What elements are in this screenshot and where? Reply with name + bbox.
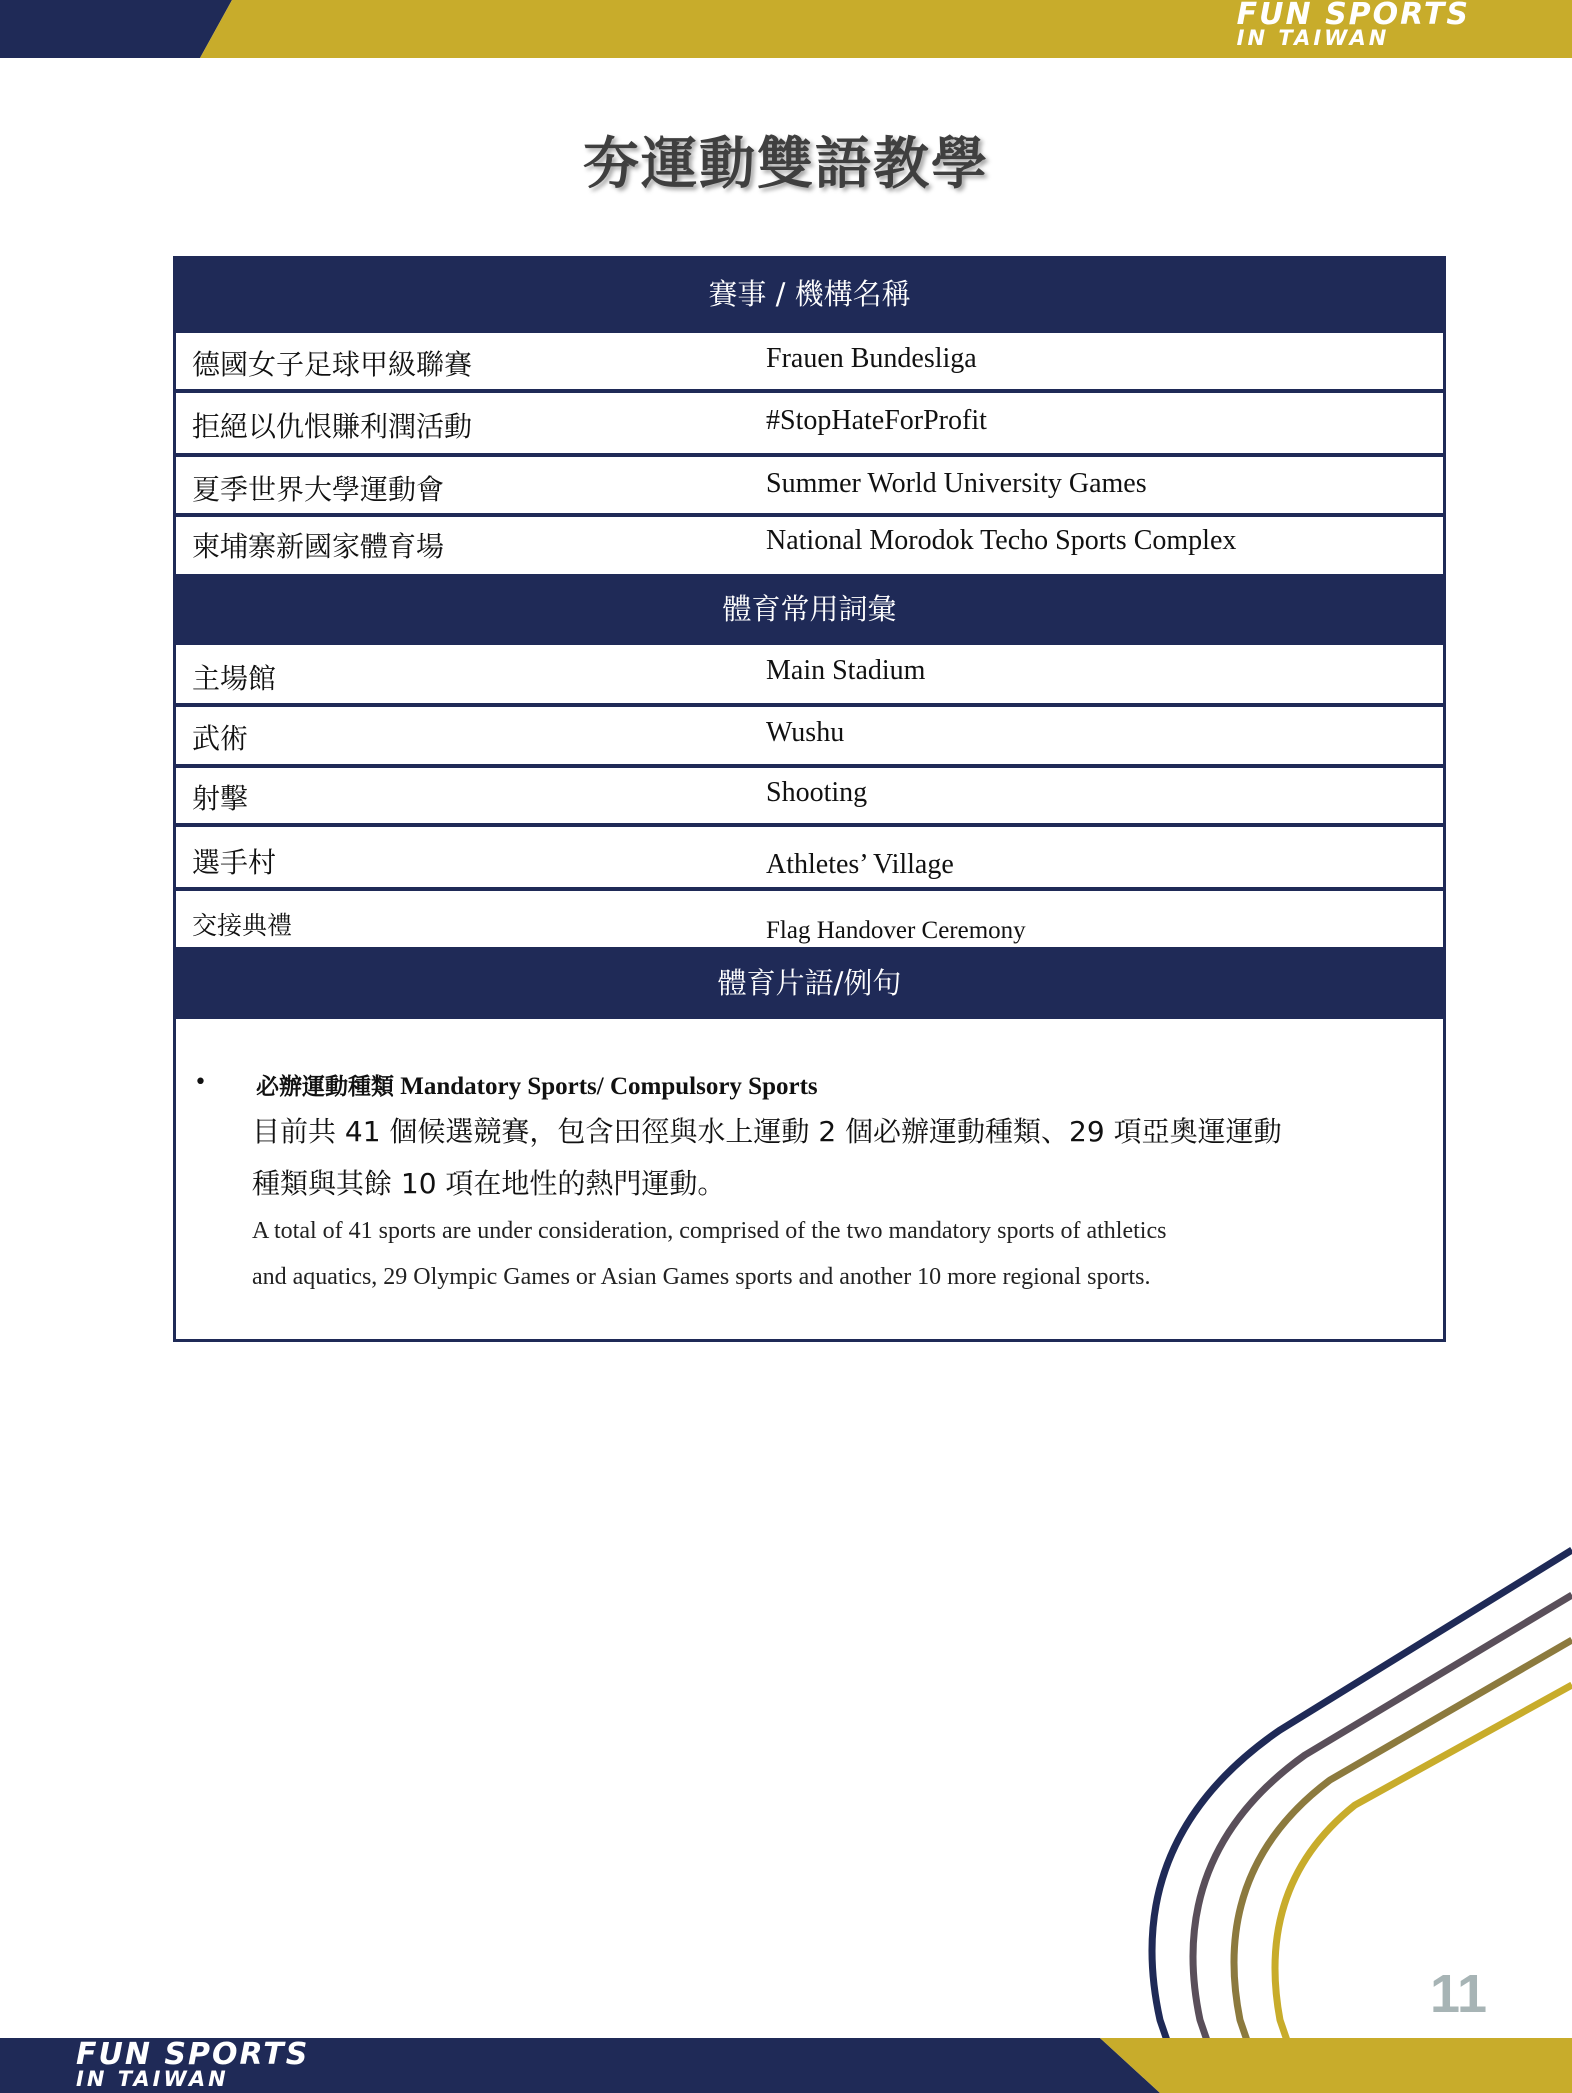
section-header-vocabulary: 體育常用詞彙 [176, 574, 1443, 645]
table-row [176, 389, 1443, 453]
term-en: Athletes’ Village [766, 849, 954, 880]
bullet-icon: • [194, 1070, 207, 1095]
term-en: Summer World University Games [766, 468, 1147, 499]
brand-line1: FUN SPORTS [76, 2037, 310, 2072]
phrase-en-line: A total of 41 sports are under consideration, comprised of the two mandatory sports of athletics [252, 1218, 1167, 1244]
brand-line2: IN TAIWAN [1236, 26, 1390, 50]
term-zh: 選手村 [192, 846, 277, 879]
phrase-en-line: and aquatics, 29 Olympic Games or Asian Games sports and another 10 more regional sports. [252, 1264, 1151, 1290]
page-title: 夯運動雙語教學 [583, 132, 989, 197]
vocab-table [173, 256, 1446, 1342]
term-zh: 射擊 [192, 782, 249, 815]
term-zh: 柬埔寨新國家體育場 [192, 530, 445, 563]
term-en: Shooting [766, 777, 868, 808]
term-zh: 交接典禮 [192, 911, 293, 940]
page-number: 11 [1430, 1964, 1488, 2024]
track-lines-decoration [1090, 1540, 1572, 2093]
table-row [176, 887, 1443, 947]
phrase-en-text [252, 1208, 1402, 1300]
phrase-zh-line: 種類與其餘 10 項在地性的熱門運動。 [252, 1167, 726, 1200]
phrase-title-en: Mandatory Sports/ Compulsory Sports [400, 1073, 818, 1100]
term-en: Flag Handover Ceremony [766, 917, 1026, 944]
brand-logo-bottom [76, 2037, 310, 2091]
section-header-phrases: 體育片語/例句 [176, 947, 1443, 1019]
table-row [176, 645, 1443, 703]
phrase-zh-line: 目前共 41 個候選競賽，包含田徑與水上運動 2 個必辦運動種類、29 項亞奧運運動 [252, 1115, 1282, 1148]
phrase-title [256, 1068, 818, 1101]
term-en: Frauen Bundesliga [766, 343, 977, 374]
term-zh: 拒絕以仇恨賺利潤活動 [192, 410, 473, 443]
section-header-events: 賽事 / 機構名稱 [176, 259, 1443, 329]
term-zh: 德國女子足球甲級聯賽 [192, 348, 473, 381]
term-zh: 夏季世界大學運動會 [192, 473, 445, 506]
brand-logo-top [1237, 0, 1470, 49]
table-row [176, 329, 1443, 389]
table-row [176, 513, 1443, 574]
table-row [176, 823, 1443, 887]
term-en: National Morodok Techo Sports Complex [766, 525, 1237, 556]
term-zh: 武術 [192, 722, 249, 755]
brand-line1: FUN SPORTS [1236, 0, 1470, 32]
phrase-title-zh: 必辦運動種類 [256, 1074, 394, 1100]
term-zh: 主場館 [192, 662, 277, 695]
table-row [176, 703, 1443, 764]
phrase-zh-text [252, 1106, 1402, 1210]
term-en: Main Stadium [766, 655, 926, 686]
table-row [176, 764, 1443, 823]
term-en: Wushu [766, 717, 845, 748]
table-row [176, 453, 1443, 513]
brand-line2: IN TAIWAN [76, 2067, 229, 2091]
term-en: #StopHateForProfit [766, 405, 987, 436]
